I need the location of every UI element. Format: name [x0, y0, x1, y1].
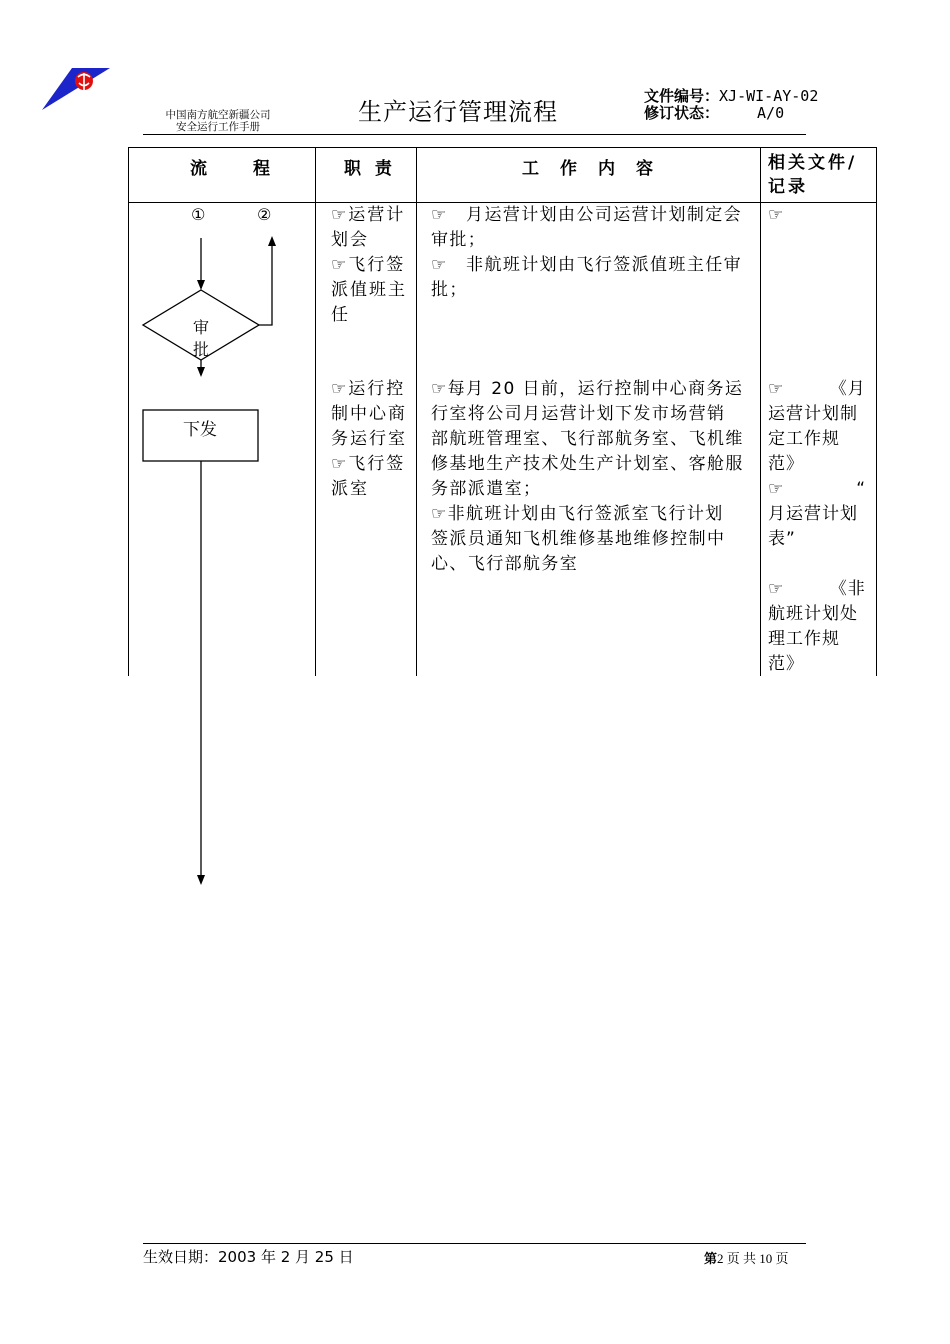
row2-docs-line: 月运营计划 [768, 504, 858, 524]
row2-docs-line: ☞ 《月 [768, 379, 866, 399]
row1-content-line: ☞ 非航班计划由飞行签派值班主任审 [431, 255, 743, 275]
company-line-2: 安全运行工作手册 [176, 122, 260, 133]
arrow-head [268, 236, 276, 246]
row1-duty [331, 203, 407, 328]
flow-arrow-return [259, 240, 272, 325]
page-prefix: 第 [704, 1251, 718, 1266]
row2-content-line: ☞每月 20 日前，运行控制中心商务运 [431, 379, 744, 399]
flow-marker-2: ② [257, 205, 272, 224]
row2-duty-line: 派室 [331, 479, 369, 499]
company-line-1: 中国南方航空新疆公司 [165, 110, 271, 121]
row2-docs-line [768, 552, 866, 577]
row2-duty-line: 务运行室 [331, 429, 407, 449]
revision-value: A/0 [757, 104, 785, 122]
row1-duty-line: ☞运营计 [331, 205, 406, 225]
row2-docs-line: 表” [768, 529, 796, 549]
header-flow: 流 程 [190, 159, 274, 179]
row1-content-line: ☞ 月运营计划由公司运营计划制定会 [431, 205, 743, 225]
revision-label: 修订状态： [644, 104, 720, 122]
row2-content-line: 行室将公司月运营计划下发市场营销 [431, 404, 726, 424]
row2-docs-line: ☞ “ [768, 479, 867, 499]
page-counter [704, 1248, 789, 1267]
footer-divider [143, 1243, 806, 1244]
arrow-head [197, 367, 205, 377]
effective-date: 生效日期：2003 年 2 月 25 日 [143, 1248, 354, 1266]
row1-duty-line: ☞飞行签 [331, 255, 406, 275]
row2-duty [331, 377, 407, 502]
flow-marker-1: ① [191, 205, 206, 224]
row1-duty-line: 派值班主 [331, 280, 407, 300]
row2-duty-line: ☞运行控 [331, 379, 406, 399]
header-docs-line-2: 记录 [768, 177, 808, 197]
row2-content-line: 签派员通知飞机维修基地维修控制中 [431, 529, 726, 549]
decision-label-1: 审 [193, 318, 210, 337]
header-content: 工 作 内 容 [522, 159, 655, 179]
row2-content-line: 心、飞行部航务室 [431, 554, 579, 574]
header-docs-line-1: 相关文件/ [768, 153, 858, 173]
header-duty: 职 责 [344, 159, 396, 179]
decision-label-2: 批 [193, 340, 210, 359]
page-mid: 页 共 [723, 1251, 760, 1266]
row1-docs-line: ☞ [768, 205, 786, 225]
row2-docs-line: 运营计划制 [768, 404, 858, 424]
page-suffix: 页 [772, 1251, 789, 1266]
doc-number-value: XJ-WI-AY-02 [719, 87, 819, 105]
row2-content-line: 务部派遣室； [431, 479, 542, 499]
row2-docs-line: 理工作规 [768, 629, 840, 649]
row1-content-line: 审批； [431, 230, 487, 250]
process-step-label: 下发 [183, 420, 217, 440]
page-number: 2 [717, 1251, 724, 1266]
row2-docs-line: 航班计划处 [768, 604, 858, 624]
page-total: 10 [759, 1251, 773, 1266]
row2-content-line: 部航班管理室、飞行部航务室、飞机维 [431, 429, 744, 449]
row2-content-line: ☞非航班计划由飞行签派室飞行计划 [431, 504, 724, 524]
arrow-head [197, 875, 205, 885]
row1-docs [768, 203, 785, 228]
row2-content [431, 377, 744, 577]
row2-docs-line: ☞ 《非 [768, 579, 866, 599]
row2-docs [768, 377, 866, 677]
row2-docs-line: 范》 [768, 454, 804, 474]
row1-content [431, 203, 742, 303]
row1-duty-line: 划会 [331, 230, 369, 250]
page-title: 生产运行管理流程 [358, 98, 558, 126]
row2-content-line: 修基地生产技术处生产计划室、客舱服 [431, 454, 744, 474]
row2-duty-line: ☞飞行签 [331, 454, 406, 474]
row1-content-line: 批； [431, 280, 468, 300]
arrow-head [197, 280, 205, 290]
row2-docs-line: 范》 [768, 654, 804, 674]
row2-duty-line: 制中心商 [331, 404, 407, 424]
row1-duty-line: 任 [331, 305, 350, 325]
doc-number-label: 文件编号： [644, 87, 720, 105]
row2-docs-line: 定工作规 [768, 429, 840, 449]
